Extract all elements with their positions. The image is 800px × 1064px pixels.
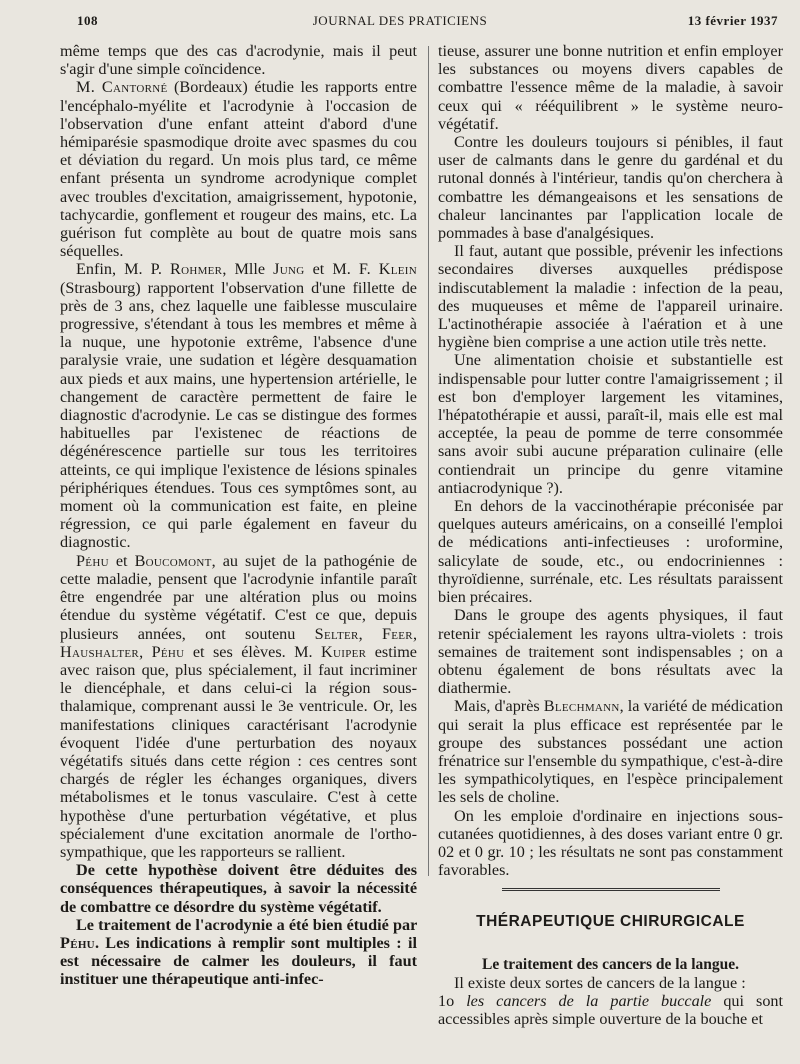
author-name: Jung <box>273 260 305 279</box>
paragraph: même temps que des cas d'acrodynie, mais il peut s'agir d'une simple coïncidence. <box>60 42 417 79</box>
paragraph: Péhu et Boucomont, au sujet de la pathogénie de cette maladie, pensent que l'acrodynie infantile paraît être engendrée par une altération plus ou moins étendue du système végétatif. C'est ce que, depuis plusieurs années, ont soutenu Selter, Feer, Haushalter, Péhu et ses élèves. M. Kuiper estime avec raison que, plus spécialement, il faut incriminer le diencéphale, et dans celui-ci la région sous-thalamique, comprenant aussi le 3e ventricule. Or, les manifestations cliniques caractérisant l'acrodynie évoquent l'idée d'une perturbation des noyaux végétatifs situés dans cette région : ces centres sont chargés de régler les échanges organiques, divers métabolismes et le tonus vasculaire. C'est à cette hypothèse d'une perturbation végétative, et plus spécialement d'une excitation anormale de l'ortho-sympathique, que les rapporteurs se rallient. <box>60 551 418 861</box>
author-name: Boucomont <box>134 551 212 570</box>
paragraph: Le traitement de l'acrodynie a été bien étudié par Péhu. Les indications à remplir sont multiples : il est nécessaire de calmer les douleurs, il faut instituer une thérapeutique anti-infec- <box>60 915 417 989</box>
paragraph: Contre les douleurs toujours si pénibles, il faut user de calmants dans le genre du gardénal et du rutonal donnés à l'intérieur, tandis qu'on cherchera à combattre les démangeaisons et les sensations de chaleur lancinantes par l'application locale de pommades à base d'analgésiques. <box>438 133 783 243</box>
page-number: 108 <box>77 13 98 28</box>
right-column <box>438 42 783 1028</box>
paragraph: tieuse, assurer une bonne nutrition et enfin employer les substances ou moyens divers capables de combattre l'essence même de la maladie, à savoir ceux qui « rééquilibrent » le système neuro-végétatif. <box>438 42 783 133</box>
paragraph: M. Cantorné (Bordeaux) étudie les rapports entre l'encéphalo-myélite et l'acrodynie à l'occasion de l'observation d'une enfant atteint d'abord d'une hémiparésie spasmodique droite avec spasmes du cou et déviation du regard. Un mois plus tard, ce même enfant présenta un syndrome acrodynique complet avec troubles d'excitation, amaigrissement, hypotonie, tachycardie, gonflement et rougeur des mains, etc. La guérison fut complète au bout de quatre mois sans séquelles. <box>60 78 417 261</box>
paragraph: En dehors de la vaccinothérapie préconisée par quelques auteurs américains, on a conseillé l'emploi de médications anti-infectieuses : uroformine, salicylate de soude, etc., ou endocriniennes : thyroïdienne, surrénale, etc. Les résultats paraissent bien précaires. <box>438 497 783 607</box>
author-name: Blechmann <box>543 697 620 716</box>
author-name: Péhu <box>60 933 95 952</box>
paragraph: On les emploie d'ordinaire en injections sous-cutanées quotidiennes, à des doses variant entre 0 gr. 02 et 0 gr. 10 ; les résultats ne sont pas constamment favorables. <box>438 806 783 880</box>
author-name: Feer <box>381 624 413 643</box>
section-title: THÉRAPEUTIQUE CHIRURGICALE <box>476 913 745 931</box>
paragraph: Il existe deux sortes de cancers de la langue : <box>454 973 746 992</box>
author-name: Selter <box>314 624 359 643</box>
paragraph: Dans le groupe des agents physiques, il faut retenir spécialement les rayons ultra-violets : trois semaines de traitement sont indispensables ; on a obtenu également de bons résultats avec la diathermie. <box>438 606 783 698</box>
paragraph: Il faut, autant que possible, prévenir les infections secondaires diverses auxquelles prédispose indiscutablement la maladie : infection de la peau, des muqueuses et même de l'appareil urinaire. L'actinothérapie associée à l'aération et à une hygiène bien comprise a une action utile très nette. <box>438 242 783 352</box>
section-separator <box>502 888 720 893</box>
issue-date: 13 février 1937 <box>687 13 778 28</box>
paragraph: Une alimentation choisie et substantielle est indispensable pour lutter contre l'amaigrissement ; il est bon d'employer largement les vitamines, l'hépatothérapie et aussi, paraît-il, mais elle est mal acceptée, la peau de pomme de terre consommée sans avoir subi aucune préparation culinaire (elle contiendrait un principe du genre vitamine antiacrodynique ?). <box>438 351 783 497</box>
author-name: Péhu <box>76 551 109 570</box>
subsection-title: Le traitement des cancers de la langue. <box>482 955 739 973</box>
author-name: Rohmer <box>170 260 223 279</box>
paragraph: De cette hypothèse doivent être déduites des conséquences thérapeutiques, à savoir la nécessité de combattre ce désordre du système végétatif. <box>60 861 417 916</box>
author-name: Klein <box>378 260 417 279</box>
left-column <box>60 42 417 989</box>
paragraph: Enfin, M. P. Rohmer, Mlle Jung et M. F. Klein (Strasbourg) rapportent l'observation d'une fillette de près de 3 ans, chez laquelle une faiblesse musculaire progressive, s'étendant à tous les membres et même à la nuque, une hypotonie extrême, l'absence d'une paralysie vraie, une sudation et légère desquamation aux pieds et aux mains, une hypertension artérielle, le changement de caractère permettent de faire le diagnostic d'acrodynie. Le cas se distingue des formes habituelles par l'existenec de réactions de dégénérescence partielle sur tous les territoires atteints, ce qui implique l'existence de lésions spinales périphériques étendues. Tous ces symptômes sont, au moment où la communication est faite, en pleine régression, ce qui parle également en faveur du diagnostic. <box>60 260 417 552</box>
author-name: Haushalter <box>60 642 140 661</box>
author-name: Kuiper <box>321 642 367 661</box>
page-header <box>0 13 800 35</box>
author-name: M. Cantorné <box>76 78 168 97</box>
author-name: Péhu <box>151 642 185 661</box>
column-divider <box>428 46 429 876</box>
journal-title: JOURNAL DES PRATICIENS <box>312 13 488 28</box>
paragraph: 1o les cancers de la partie buccale qui sont accessibles après simple ouverture de la bouche et <box>438 991 783 1029</box>
paragraph: Mais, d'après Blechmann, la variété de médication qui serait la plus efficace est représentée par le groupe des substances possédant une action frénatrice sur l'ensemble du sympathique, c'est-à-dire les sympathicolytiques, en l'espèce principalement les sels de choline. <box>438 697 783 807</box>
